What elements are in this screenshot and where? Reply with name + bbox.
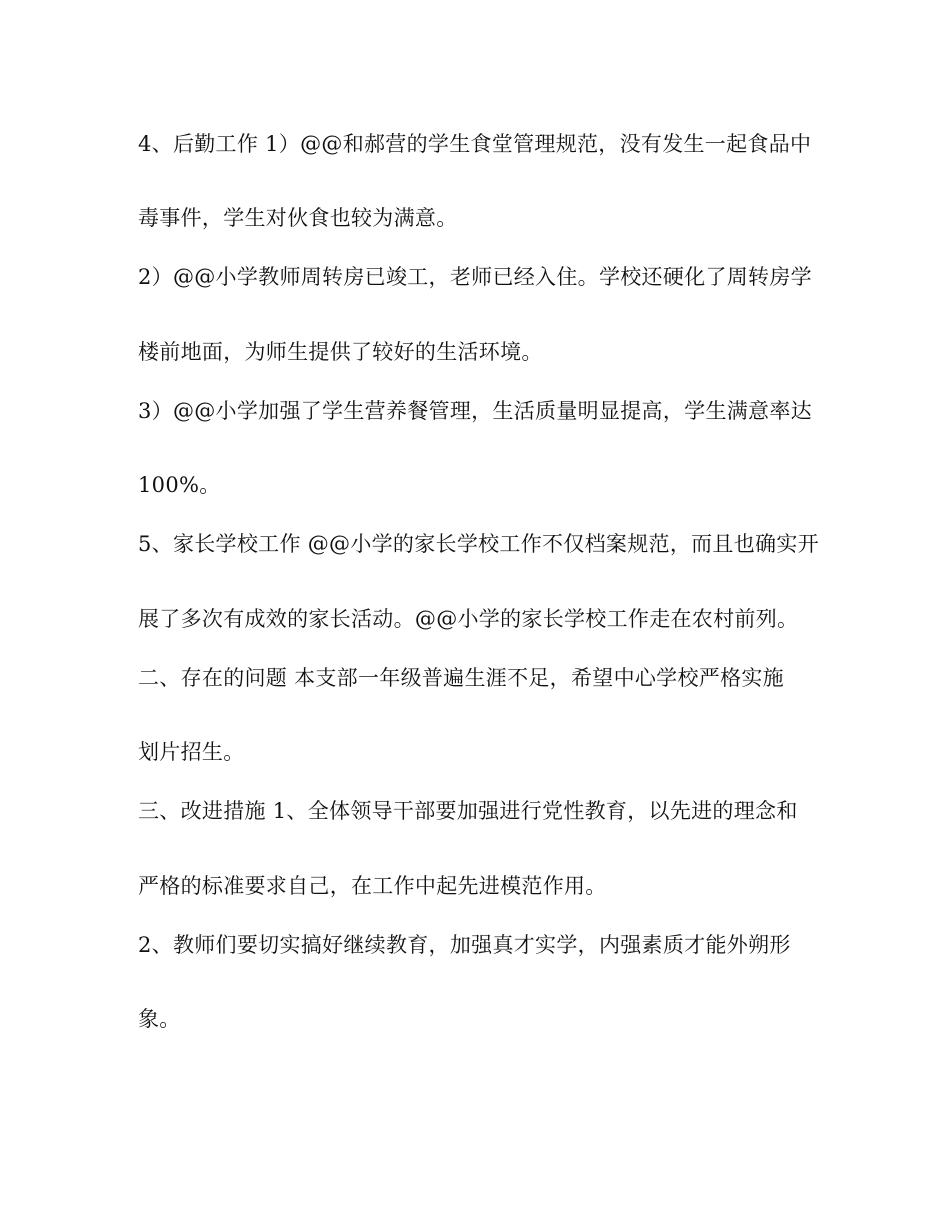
text-line-nutrition-1: 3）@@小学加强了学生营养餐管理，生活质量明显提高，学生满意率达: [138, 399, 812, 423]
text-line-measures-1: 三、改进措施 1、全体领导干部要加强进行党性教育，以先进的理念和: [138, 799, 798, 823]
text-line-teacher-housing-1: 2）@@小学教师周转房已竣工，老师已经入住。学校还硬化了周转房学: [138, 265, 812, 289]
text-line-logistics-2: 毒事件，学生对伙食也较为满意。: [138, 206, 458, 230]
text-line-education-1: 2、教师们要切实搞好继续教育，加强真才实学，内强素质才能外朔形: [138, 933, 791, 957]
text-line-measures-2: 严格的标准要求自己，在工作中起先进模范作用。: [138, 874, 607, 898]
text-line-logistics-1: 4、后勤工作 1）@@和郝营的学生食堂管理规范，没有发生一起食品中: [138, 132, 812, 156]
text-line-parent-school-2: 展了多次有成效的家长活动。@@小学的家长学校工作走在农村前列。: [138, 607, 799, 631]
text-line-education-2: 象。: [138, 1007, 181, 1031]
text-line-parent-school-1: 5、家长学校工作 @@小学的家长学校工作不仅档案规范，而且也确实开: [138, 532, 819, 556]
text-line-nutrition-2: 100%。: [138, 473, 221, 497]
text-line-problems-2: 划片招生。: [138, 740, 245, 764]
text-line-problems-1: 二、存在的问题 本支部一年级普遍生涯不足，希望中心学校严格实施: [138, 666, 784, 690]
text-line-teacher-housing-2: 楼前地面，为师生提供了较好的生活环境。: [138, 340, 543, 364]
